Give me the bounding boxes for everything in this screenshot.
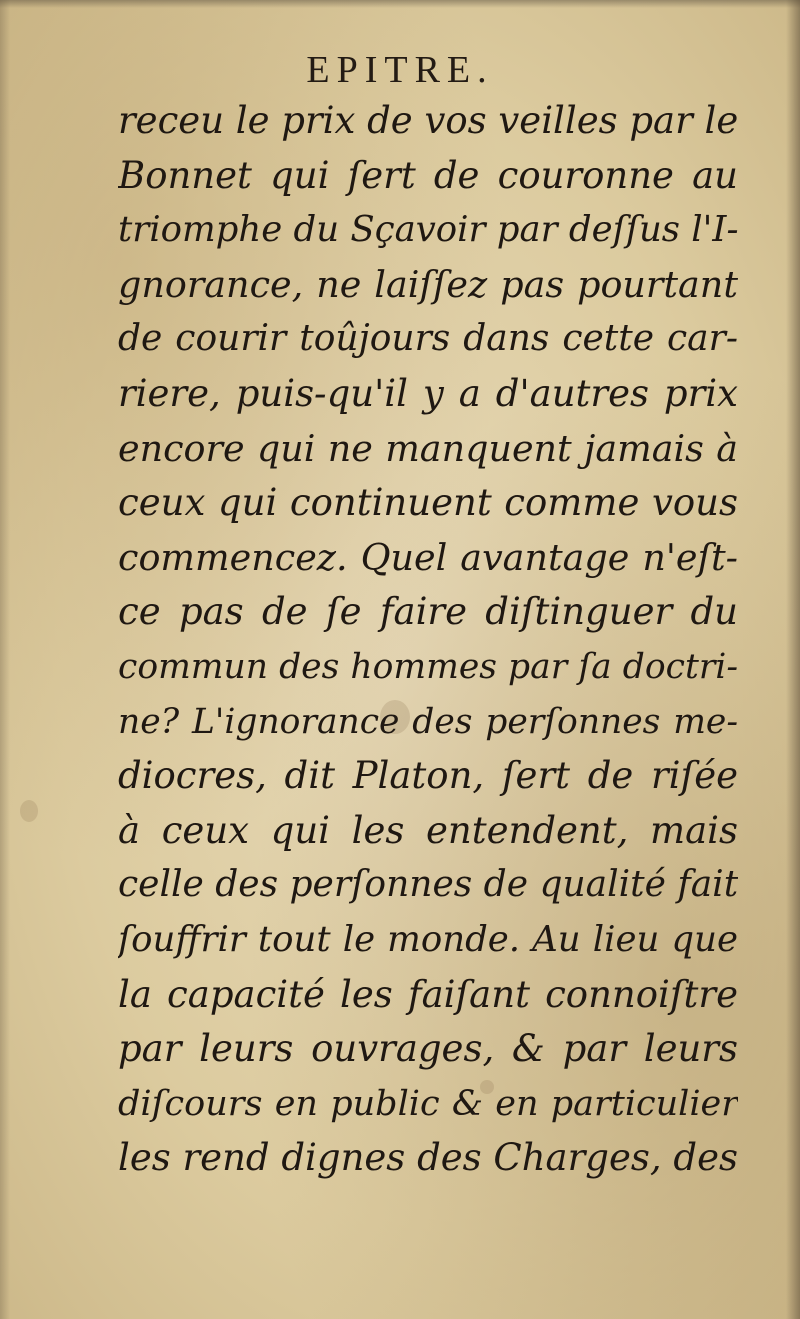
text-line: diſcours en public & en particulier [118, 1083, 738, 1124]
page-right-shadow [786, 0, 800, 1319]
text-line: ſouffrir tout le monde. Au lieu que [118, 918, 738, 960]
text-line: gnorance, ne laiſſez pas pourtant [118, 262, 738, 306]
text-line: ceux qui continuent comme vous [118, 481, 738, 525]
text-line: les rend dignes des Charges, des [118, 1136, 738, 1180]
page-top-shadow [0, 0, 800, 8]
text-line: par leurs ouvrages, & par leurs [118, 1027, 738, 1071]
paper-stain [20, 800, 38, 822]
text-line: de courir toûjours dans cette car- [118, 318, 738, 360]
text-line: diocres, dit Platon, ſert de riſée [118, 754, 738, 798]
body-text [118, 94, 738, 1186]
text-line: commun des hommes par ſa doctri- [118, 646, 738, 687]
text-line: receu le prix de vos veilles par le [118, 99, 738, 142]
text-line: ce pas de ſe faire diſtinguer du [118, 590, 738, 634]
text-line: encore qui ne manquent jamais à [118, 426, 738, 470]
text-line: commencez. Quel avantage n'eſt- [118, 535, 738, 579]
text-line: riere, puis-qu'il y a d'autres prix [118, 371, 738, 415]
text-line: ne? L'ignorance des perſonnes me- [118, 701, 738, 742]
text-line: la capacité les faiſant connoiſtre [118, 972, 738, 1016]
running-header: EPITRE. [306, 49, 494, 91]
text-line: Bonnet qui ſert de couronne au [118, 153, 738, 197]
page-left-shadow [0, 0, 10, 1319]
text-line: triomphe du Sçavoir par deſſus l'I- [118, 209, 738, 251]
text-line: à ceux qui les entendent, mais [118, 808, 738, 852]
text-line: celle des perſonnes de qualité fait [118, 864, 738, 906]
